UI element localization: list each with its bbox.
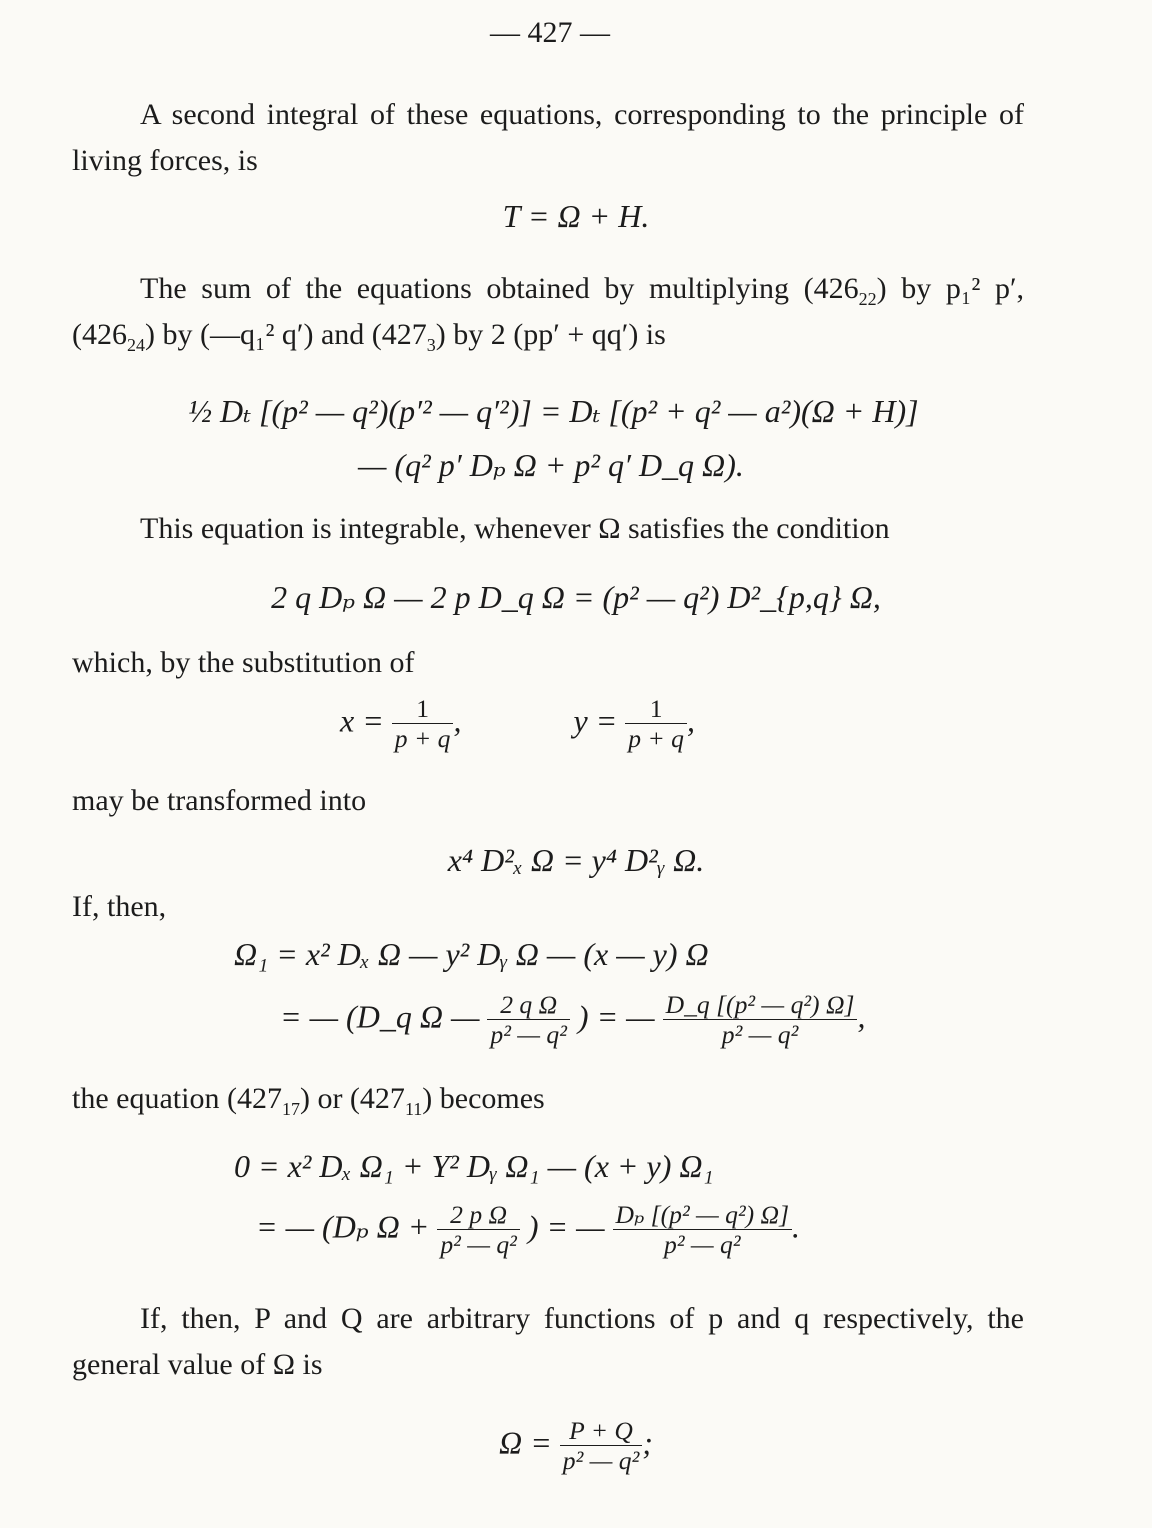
zero-rhs-fraction: $\frac{\text{Dₚ [(p² — q²) Ω]}}{\text{p² — q²}}$ [613, 1200, 792, 1260]
subst-y-lhs: y = [573, 702, 618, 739]
page-number: — 427 — [490, 16, 610, 49]
paragraph-second-integral: A second integral of these equations, corresponding to the principle of living forces, is [72, 98, 1024, 177]
zero-inner-fraction: $\frac{\text{2 p Ω}}{\text{p² — q²}}$ [437, 1200, 520, 1260]
paragraph-substitution: which, by the substitution of [72, 646, 415, 679]
general-omega-fraction: $\frac{P + Q}{\text{p² — q²}}$ [560, 1416, 643, 1476]
paragraph-general-value: If, then, P and Q are arbitrary functions of p and q respectively, the general value of Ω is [72, 1302, 1024, 1381]
omega1-inner-fraction: $\frac{\text{2 q Ω}}{\text{p² — q²}}$ [487, 990, 570, 1050]
equation-sum-line-2: — (q² p′ Dₚ Ω + p² q′ D_q Ω). [358, 447, 744, 483]
paragraph-equation-becomes: the equation $(427_{17})$ or $(427_{11})$ becomes [72, 1082, 545, 1119]
paragraph-if-then: If, then, [72, 890, 167, 923]
subst-x-lhs: x = [340, 702, 384, 739]
paragraph-sum-of-equations: The sum of the equations obtained by multiplying $(426_{22})$ by p₁² p′, $(426_{24})$ by (—q₁² q′) and $(427_3)$ by 2 (pp′ + qq′) is [72, 272, 1025, 355]
equation-omega1-line-2: = — (D_q Ω — $\frac{\text{2 q Ω}}{\text{p² — q²}}$ ) = — $\frac{\text{D\_q [(p² — q²) Ω]}}{\text{p² — q²}}$ , [280, 990, 866, 1050]
equation-substitution: x = $\frac{1}{p + q}$ , y = $\frac{1}{p + q}$ , [340, 694, 695, 754]
omega1-rhs-fraction: $\frac{\text{D\_q [(p² — q²) Ω]}}{\text{p² — q²}}$ [663, 990, 858, 1050]
paragraph-integrable: This equation is integrable, whenever Ω satisfies the condition [140, 512, 890, 545]
paragraph-transformed: may be transformed into [72, 784, 367, 817]
subst-x-fraction: $\frac{1}{p + q}$ [392, 694, 454, 754]
equation-omega1-line-1: Ω₁ = x² Dₓ Ω — y² Dᵧ Ω — (x — y) Ω [234, 936, 709, 972]
equation-transformed: x⁴ D²ₓ Ω = y⁴ D²ᵧ Ω. [447, 842, 705, 878]
equation-energy: T = Ω + H. [502, 198, 650, 234]
equation-zero-line-1: 0 = x² Dₓ Ω₁ + Y² Dᵧ Ω₁ — (x + y) Ω₁ [234, 1148, 714, 1184]
subst-y-fraction: $\frac{1}{p + q}$ [625, 694, 687, 754]
equation-general-omega: Ω = $\frac{P + Q}{\text{p² — q²}}$ ; [499, 1416, 653, 1476]
equation-condition: 2 q Dₚ Ω — 2 p D_q Ω = (p² — q²) D²_{p,q} Ω, [271, 579, 881, 615]
equation-zero-line-2: = — (Dₚ Ω + $\frac{\text{2 p Ω}}{\text{p² — q²}}$ ) = — $\frac{\text{Dₚ [(p² — q²) Ω]}}{\text{p² — q²}}$ . [256, 1200, 801, 1260]
equation-sum-line-1: ½ Dₜ [(p² — q²)(p′² — q′²)] = Dₜ [(p² + q² — a²)(Ω + H)] [188, 393, 919, 429]
